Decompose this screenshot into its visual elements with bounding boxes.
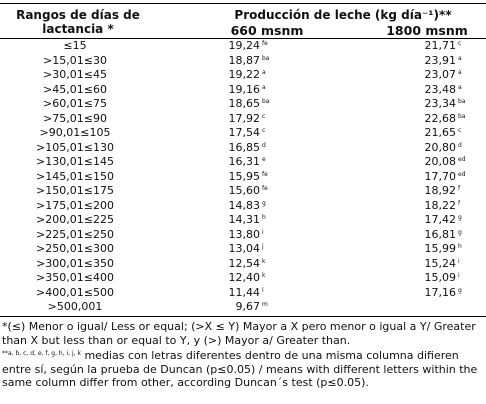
- table-row: [0, 184, 472, 199]
- production-660-letters: ba: [262, 54, 270, 62]
- table-row: [0, 286, 472, 301]
- production-1800-letters: ed: [458, 156, 466, 164]
- production-1800-letters: d: [458, 141, 462, 149]
- table-row: [0, 213, 472, 228]
- production-660-letters: fe: [262, 170, 268, 178]
- range-label: >350,01≤400: [36, 271, 114, 285]
- production-1800-letters: a: [458, 83, 462, 91]
- production-1800-cell: [276, 228, 472, 243]
- range-label: >200,01≤225: [36, 213, 114, 227]
- production-header: Producción de leche (kg día⁻¹)**: [234, 8, 452, 22]
- production-660-cell: [150, 199, 276, 214]
- production-660-cell: [150, 126, 276, 141]
- production-660-cell: [150, 112, 276, 127]
- production-660-cell: [150, 300, 276, 315]
- production-1800-value: 20,08: [424, 155, 456, 169]
- range-label: >500,001: [47, 300, 103, 314]
- production-1800-value: 21,71: [424, 39, 456, 52]
- table-row: [0, 54, 472, 69]
- production-660-cell: [150, 228, 276, 243]
- production-660-letters: k: [262, 272, 266, 280]
- production-1800-cell: [276, 112, 472, 127]
- production-1800-value: 23,91: [424, 53, 456, 67]
- production-660-letters: fe: [262, 185, 268, 193]
- production-1800-letters: ba: [458, 98, 466, 106]
- production-1800-letters: i: [458, 257, 460, 265]
- range-cell: [0, 97, 150, 112]
- table-row: [0, 199, 472, 214]
- production-1800-letters: i: [458, 272, 460, 280]
- table-row: [0, 271, 472, 286]
- production-660-cell: [150, 54, 276, 69]
- range-cell: [0, 155, 150, 170]
- production-660-value: 19,16: [228, 82, 260, 96]
- production-660-letters: h: [262, 214, 266, 222]
- production-1800-cell: [276, 184, 472, 199]
- range-label: >75,01≤90: [43, 111, 107, 125]
- footnote-letters: **a, b, c, d, e, f, g, h, i, j, k: [2, 350, 81, 357]
- range-label: >15,01≤30: [43, 53, 107, 67]
- production-660-value: 16,31: [228, 155, 260, 169]
- production-1800-letters: c: [458, 127, 462, 135]
- production-1800-cell: [276, 141, 472, 156]
- range-label: >175,01≤200: [36, 198, 114, 212]
- production-1800-value: 15,09: [424, 271, 456, 285]
- range-label: >300,01≤350: [36, 256, 114, 270]
- production-1800-cell: [276, 97, 472, 112]
- production-660-letters: fe: [262, 40, 268, 47]
- range-label: >225,01≤250: [36, 227, 114, 241]
- altitude-1800-header: 1800 msnm: [386, 23, 468, 38]
- production-1800-letters: g: [458, 228, 462, 236]
- range-cell: [0, 112, 150, 127]
- production-1800-letters: f: [458, 185, 461, 193]
- production-1800-letters: h: [458, 243, 462, 251]
- production-1800-cell: [276, 199, 472, 214]
- production-1800-letters: ed: [458, 170, 466, 178]
- production-660-value: 11,44: [228, 285, 260, 299]
- range-cell: [0, 126, 150, 141]
- production-1800-value: 21,65: [424, 126, 456, 140]
- range-cell: [0, 199, 150, 214]
- production-1800-value: 15,24: [424, 256, 456, 270]
- range-label: >250,01≤300: [36, 242, 114, 256]
- table-row: [0, 257, 472, 272]
- production-660-value: 19,22: [228, 68, 260, 82]
- range-label: >45,01≤60: [43, 82, 107, 96]
- range-label: >130,01≤145: [36, 155, 114, 169]
- production-660-value: 18,87: [228, 53, 260, 67]
- range-cell: [0, 39, 150, 54]
- production-660-cell: [150, 170, 276, 185]
- production-660-value: 16,85: [228, 140, 260, 154]
- production-660-cell: [150, 97, 276, 112]
- production-1800-cell: [276, 126, 472, 141]
- range-label: >90,01≤105: [39, 126, 111, 140]
- production-1800-cell: [276, 300, 472, 315]
- production-660-letters: j: [262, 243, 264, 251]
- production-1800-letters: a: [458, 69, 462, 77]
- production-660-cell: [150, 39, 276, 54]
- range-cell: [0, 83, 150, 98]
- production-660-value: 14,83: [228, 198, 260, 212]
- range-column-header: Rangos de días de lactancia *: [16, 8, 140, 36]
- production-660-letters: m: [262, 301, 268, 309]
- production-1800-letters: ba: [458, 112, 466, 120]
- production-1800-cell: [276, 213, 472, 228]
- production-1800-letters: a: [458, 54, 462, 62]
- production-660-value: 19,24: [228, 39, 260, 52]
- production-660-cell: [150, 141, 276, 156]
- production-660-letters: ba: [262, 98, 270, 106]
- production-1800-value: 20,80: [424, 140, 456, 154]
- production-1800-cell: [276, 68, 472, 83]
- table-row: [0, 141, 472, 156]
- range-cell: [0, 213, 150, 228]
- footnotes: [2, 320, 486, 390]
- production-1800-value: 23,34: [424, 97, 456, 111]
- production-1800-value: 17,42: [424, 213, 456, 227]
- range-cell: [0, 170, 150, 185]
- production-660-cell: [150, 83, 276, 98]
- production-660-cell: [150, 155, 276, 170]
- production-1800-value: 23,48: [424, 82, 456, 96]
- production-1800-cell: [276, 155, 472, 170]
- range-cell: [0, 54, 150, 69]
- production-660-cell: [150, 257, 276, 272]
- production-1800-cell: [276, 170, 472, 185]
- range-label: >60,01≤75: [43, 97, 107, 111]
- production-660-value: 13,80: [228, 227, 260, 241]
- production-660-letters: g: [262, 199, 266, 207]
- production-660-letters: i: [262, 228, 264, 236]
- production-1800-value: 15,99: [424, 242, 456, 256]
- production-660-value: 17,54: [228, 126, 260, 140]
- production-1800-value: 18,22: [424, 198, 456, 212]
- range-label: ≤15: [63, 39, 87, 52]
- table-row: [0, 97, 472, 112]
- range-cell: [0, 271, 150, 286]
- bottom-rule: [0, 316, 486, 317]
- table-row: [0, 83, 472, 98]
- production-1800-letters: g: [458, 286, 462, 294]
- production-660-value: 13,04: [228, 242, 260, 256]
- production-1800-cell: [276, 286, 472, 301]
- production-660-letters: l: [262, 286, 264, 294]
- table-row: [0, 300, 472, 315]
- table-row: [0, 112, 472, 127]
- production-660-letters: c: [262, 112, 266, 120]
- production-660-cell: [150, 68, 276, 83]
- table-row: [0, 170, 472, 185]
- production-1800-letters: f: [458, 199, 461, 207]
- production-660-cell: [150, 286, 276, 301]
- range-label: >105,01≤130: [36, 140, 114, 154]
- range-cell: [0, 141, 150, 156]
- production-1800-value: 23,07: [424, 68, 456, 82]
- altitude-660-header: 660 msnm: [230, 23, 304, 38]
- production-1800-letters: c: [458, 40, 462, 47]
- data-table-body: [0, 39, 472, 315]
- table-row: [0, 228, 472, 243]
- footnote-duncan: [2, 347, 486, 390]
- table-row: [0, 155, 472, 170]
- range-cell: [0, 242, 150, 257]
- production-1800-cell: [276, 242, 472, 257]
- range-cell: [0, 257, 150, 272]
- range-label: >150,01≤175: [36, 184, 114, 198]
- range-cell: [0, 184, 150, 199]
- production-660-letters: e: [262, 156, 266, 164]
- data-table: [0, 39, 472, 315]
- production-660-letters: a: [262, 69, 266, 77]
- production-1800-letters: g: [458, 214, 462, 222]
- footnote-duncan-text: medias con letras diferentes dentro de una misma columna difieren entre sí, según la prueba de Duncan (p≤0.05) / means with different letters within the same column differ from other, according Duncan´s test (p≤0.05).: [2, 349, 478, 389]
- production-660-cell: [150, 213, 276, 228]
- production-660-value: 18,65: [228, 97, 260, 111]
- range-cell: [0, 68, 150, 83]
- top-rule: [0, 3, 486, 4]
- range-cell: [0, 300, 150, 315]
- production-660-letters: c: [262, 127, 266, 135]
- production-1800-value: 17,16: [424, 285, 456, 299]
- table-row: [0, 68, 472, 83]
- production-1800-cell: [276, 39, 472, 54]
- production-660-value: 14,31: [228, 213, 260, 227]
- production-660-value: 17,92: [228, 111, 260, 125]
- production-660-value: 12,40: [228, 271, 260, 285]
- table-row: [0, 126, 472, 141]
- production-1800-value: 16,81: [424, 227, 456, 241]
- production-660-letters: d: [262, 141, 266, 149]
- table-row: [0, 242, 472, 257]
- production-1800-cell: [276, 83, 472, 98]
- table-row: [0, 39, 472, 54]
- production-1800-cell: [276, 54, 472, 69]
- production-1800-value: 18,92: [424, 184, 456, 198]
- production-660-letters: a: [262, 83, 266, 91]
- production-660-value: 9,67: [235, 300, 260, 314]
- production-660-letters: k: [262, 257, 266, 265]
- production-1800-cell: [276, 257, 472, 272]
- production-660-value: 12,54: [228, 256, 260, 270]
- production-660-cell: [150, 184, 276, 199]
- production-660-cell: [150, 242, 276, 257]
- production-660-cell: [150, 271, 276, 286]
- production-660-value: 15,95: [228, 169, 260, 183]
- range-label: >400,01≤500: [36, 285, 114, 299]
- range-label: >30,01≤45: [43, 68, 107, 82]
- range-cell: [0, 286, 150, 301]
- production-1800-value: 17,70: [424, 169, 456, 183]
- range-cell: [0, 228, 150, 243]
- production-1800-cell: [276, 271, 472, 286]
- production-660-value: 15,60: [228, 184, 260, 198]
- range-label: >145,01≤150: [36, 169, 114, 183]
- footnote-ranges: *(≤) Menor o igual/ Less or equal; (>X ≤ Y) Mayor a X pero menor o igual a Y/ Greater than X but less than or equal to Y, y (>) Mayor a/ Greater than.: [2, 320, 476, 347]
- production-1800-value: 22,68: [424, 111, 456, 125]
